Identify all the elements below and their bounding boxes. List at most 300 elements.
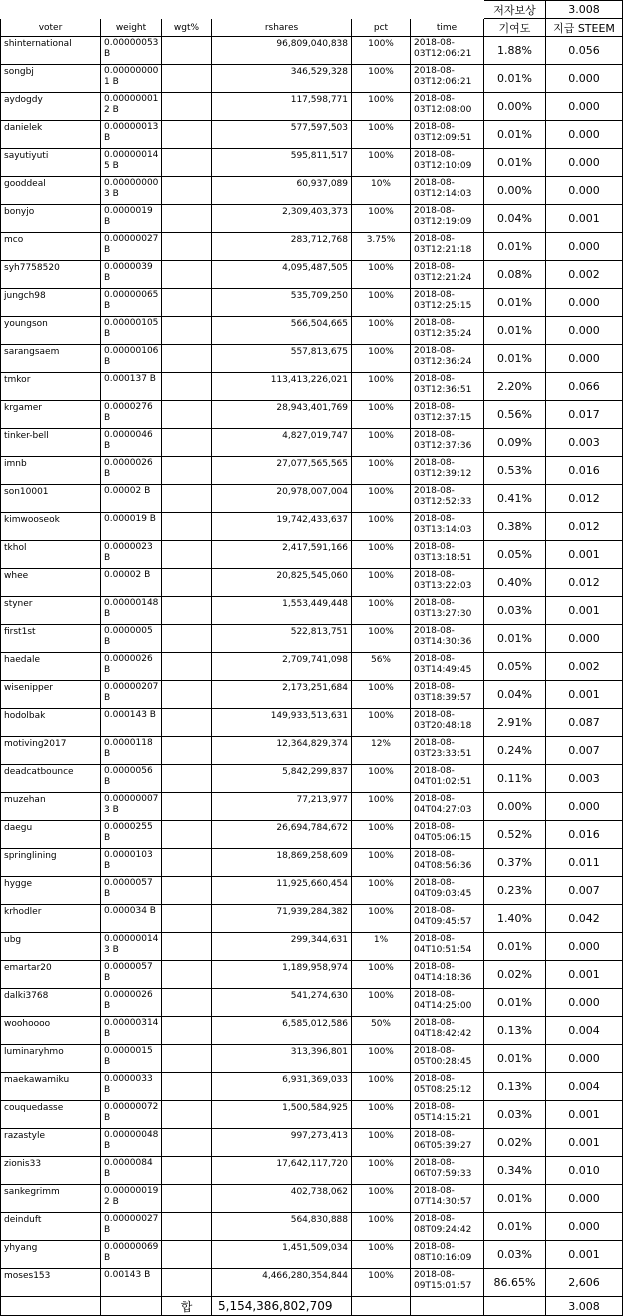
- contribution-cell: 0.40%: [484, 569, 546, 597]
- time-cell: 2018-08-08T10:16:09: [411, 1241, 484, 1269]
- table-row: [1, 1157, 623, 1185]
- wgt-pct-cell: [162, 121, 212, 149]
- rshares-cell: 6,931,369,033: [212, 1073, 352, 1101]
- rshares-cell: 18,869,258,609: [212, 849, 352, 877]
- table-row: [1, 877, 623, 905]
- voter-cell: whee: [1, 569, 101, 597]
- contribution-cell: 0.24%: [484, 737, 546, 765]
- sum-blank-cell: [484, 1297, 546, 1316]
- time-cell: 2018-08-04T09:03:45: [411, 877, 484, 905]
- pct-cell: 3.75%: [352, 233, 411, 261]
- steem-cell: 0.004: [546, 1017, 623, 1045]
- table-row: [1, 709, 623, 737]
- header-rshares: rshares: [212, 19, 352, 37]
- steem-cell: 2,606: [546, 1269, 623, 1297]
- sum-label: 합: [162, 1297, 212, 1316]
- pct-cell: 100%: [352, 93, 411, 121]
- wgt-pct-cell: [162, 1157, 212, 1185]
- wgt-pct-cell: [162, 373, 212, 401]
- wgt-pct-cell: [162, 989, 212, 1017]
- steem-cell: 0.000: [546, 121, 623, 149]
- pct-cell: 100%: [352, 205, 411, 233]
- wgt-pct-cell: [162, 65, 212, 93]
- steem-cell: 0.001: [546, 1101, 623, 1129]
- pct-cell: 56%: [352, 653, 411, 681]
- contribution-cell: 0.05%: [484, 541, 546, 569]
- steem-cell: 0.056: [546, 37, 623, 65]
- time-cell: 2018-08-03T13:22:03: [411, 569, 484, 597]
- pct-cell: 100%: [352, 905, 411, 933]
- pct-cell: 100%: [352, 1073, 411, 1101]
- wgt-pct-cell: [162, 401, 212, 429]
- rshares-cell: 299,344,631: [212, 933, 352, 961]
- wgt-pct-cell: [162, 961, 212, 989]
- table-row: [1, 345, 623, 373]
- time-cell: 2018-08-04T14:18:36: [411, 961, 484, 989]
- header-time: time: [411, 19, 484, 37]
- wgt-pct-cell: [162, 1185, 212, 1213]
- sum-blank-cell: [1, 1297, 101, 1316]
- weight-cell: 0.0000033 B: [101, 1073, 162, 1101]
- pct-cell: 12%: [352, 737, 411, 765]
- rshares-cell: 557,813,675: [212, 345, 352, 373]
- rshares-cell: 2,709,741,098: [212, 653, 352, 681]
- rshares-cell: 26,694,784,672: [212, 821, 352, 849]
- table-row: [1, 429, 623, 457]
- steem-cell: 0.000: [546, 1185, 623, 1213]
- table-row: [1, 485, 623, 513]
- table-row: [1, 205, 623, 233]
- header-contribution: 기여도: [484, 19, 546, 37]
- author-reward-label: 저자보상: [484, 1, 546, 19]
- contribution-cell: 0.05%: [484, 653, 546, 681]
- table-row: [1, 961, 623, 989]
- table-row: [1, 793, 623, 821]
- steem-cell: 0.066: [546, 373, 623, 401]
- steem-cell: 0.000: [546, 933, 623, 961]
- rshares-cell: 997,273,413: [212, 1129, 352, 1157]
- voter-cell: woohoooo: [1, 1017, 101, 1045]
- table-row: [1, 1213, 623, 1241]
- table-row: [1, 1185, 623, 1213]
- wgt-pct-cell: [162, 765, 212, 793]
- voter-cell: dalki3768: [1, 989, 101, 1017]
- wgt-pct-cell: [162, 513, 212, 541]
- voter-cell: son10001: [1, 485, 101, 513]
- table-row: [1, 37, 623, 65]
- rshares-cell: 535,709,250: [212, 289, 352, 317]
- pct-cell: 1%: [352, 933, 411, 961]
- weight-cell: 0.00143 B: [101, 1269, 162, 1297]
- time-cell: 2018-08-04T09:45:57: [411, 905, 484, 933]
- rshares-cell: 71,939,284,382: [212, 905, 352, 933]
- contribution-cell: 0.01%: [484, 989, 546, 1017]
- rshares-cell: 27,077,565,565: [212, 457, 352, 485]
- weight-cell: 0.0000015 B: [101, 1045, 162, 1073]
- voter-cell: danielek: [1, 121, 101, 149]
- steem-cell: 0.087: [546, 709, 623, 737]
- pct-cell: 100%: [352, 1213, 411, 1241]
- wgt-pct-cell: [162, 149, 212, 177]
- rshares-cell: 149,933,513,631: [212, 709, 352, 737]
- rshares-cell: 60,937,089: [212, 177, 352, 205]
- time-cell: 2018-08-03T12:37:36: [411, 429, 484, 457]
- rshares-cell: 402,738,062: [212, 1185, 352, 1213]
- pct-cell: 100%: [352, 1185, 411, 1213]
- pct-cell: 100%: [352, 877, 411, 905]
- pct-cell: 50%: [352, 1017, 411, 1045]
- rshares-cell: 577,597,503: [212, 121, 352, 149]
- steem-cell: 0.000: [546, 989, 623, 1017]
- contribution-cell: 0.02%: [484, 1129, 546, 1157]
- sum-blank-cell: [411, 1297, 484, 1316]
- time-cell: 2018-08-04T01:02:51: [411, 765, 484, 793]
- contribution-cell: 0.37%: [484, 849, 546, 877]
- weight-cell: 0.00000072 B: [101, 1101, 162, 1129]
- table-row: [1, 905, 623, 933]
- voter-cell: aydogdy: [1, 93, 101, 121]
- time-cell: 2018-08-03T12:14:03: [411, 177, 484, 205]
- voter-cell: muzehan: [1, 793, 101, 821]
- steem-cell: 0.000: [546, 345, 623, 373]
- pct-cell: 100%: [352, 541, 411, 569]
- pct-cell: 10%: [352, 177, 411, 205]
- table-row: [1, 821, 623, 849]
- contribution-cell: 2.91%: [484, 709, 546, 737]
- rshares-cell: 12,364,829,374: [212, 737, 352, 765]
- table-row: [1, 1017, 623, 1045]
- pct-cell: 100%: [352, 989, 411, 1017]
- time-cell: 2018-08-03T12:37:15: [411, 401, 484, 429]
- contribution-cell: 0.00%: [484, 93, 546, 121]
- steem-cell: 0.042: [546, 905, 623, 933]
- pct-cell: 100%: [352, 1241, 411, 1269]
- contribution-cell: 0.01%: [484, 289, 546, 317]
- rshares-cell: 283,712,768: [212, 233, 352, 261]
- pct-cell: 100%: [352, 597, 411, 625]
- voter-cell: emartar20: [1, 961, 101, 989]
- weight-cell: 0.000034 B: [101, 905, 162, 933]
- voter-cell: tinker-bell: [1, 429, 101, 457]
- contribution-cell: 0.01%: [484, 625, 546, 653]
- header-row: [1, 19, 623, 37]
- steem-cell: 0.000: [546, 233, 623, 261]
- pct-cell: 100%: [352, 65, 411, 93]
- weight-cell: 0.0000057 B: [101, 877, 162, 905]
- header-pct: pct: [352, 19, 411, 37]
- pct-cell: 100%: [352, 121, 411, 149]
- table-row: [1, 737, 623, 765]
- voter-cell: youngson: [1, 317, 101, 345]
- table-row: [1, 149, 623, 177]
- rshares-cell: 5,842,299,837: [212, 765, 352, 793]
- contribution-cell: 0.01%: [484, 1045, 546, 1073]
- weight-cell: 0.0000056 B: [101, 765, 162, 793]
- table-row: [1, 1101, 623, 1129]
- wgt-pct-cell: [162, 93, 212, 121]
- contribution-cell: 0.23%: [484, 877, 546, 905]
- time-cell: 2018-08-06T05:39:27: [411, 1129, 484, 1157]
- voter-cell: mco: [1, 233, 101, 261]
- voter-cell: gooddeal: [1, 177, 101, 205]
- time-cell: 2018-08-03T12:52:33: [411, 485, 484, 513]
- wgt-pct-cell: [162, 737, 212, 765]
- rshares-cell: 4,466,280,354,844: [212, 1269, 352, 1297]
- steem-cell: 0.016: [546, 457, 623, 485]
- wgt-pct-cell: [162, 1045, 212, 1073]
- steem-cell: 0.001: [546, 205, 623, 233]
- time-cell: 2018-08-04T04:27:03: [411, 793, 484, 821]
- summary-row: [1, 1, 623, 19]
- table-row: [1, 289, 623, 317]
- time-cell: 2018-08-03T13:27:30: [411, 597, 484, 625]
- pct-cell: 100%: [352, 681, 411, 709]
- table-row: [1, 1073, 623, 1101]
- steem-cell: 0.007: [546, 877, 623, 905]
- contribution-cell: 0.01%: [484, 121, 546, 149]
- rshares-cell: 522,813,751: [212, 625, 352, 653]
- time-cell: 2018-08-03T12:21:24: [411, 261, 484, 289]
- steem-cell: 0.003: [546, 765, 623, 793]
- voter-cell: styner: [1, 597, 101, 625]
- rshares-cell: 566,504,665: [212, 317, 352, 345]
- table-row: [1, 1045, 623, 1073]
- weight-cell: 0.00000053 B: [101, 37, 162, 65]
- steem-cell: 0.004: [546, 1073, 623, 1101]
- rshares-cell: 346,529,328: [212, 65, 352, 93]
- table-row: [1, 1269, 623, 1297]
- wgt-pct-cell: [162, 1129, 212, 1157]
- contribution-cell: 0.03%: [484, 1241, 546, 1269]
- pct-cell: 100%: [352, 569, 411, 597]
- time-cell: 2018-08-05T00:28:45: [411, 1045, 484, 1073]
- table-row: [1, 933, 623, 961]
- contribution-cell: 0.01%: [484, 233, 546, 261]
- steem-cell: 0.016: [546, 821, 623, 849]
- steem-cell: 0.017: [546, 401, 623, 429]
- contribution-cell: 0.34%: [484, 1157, 546, 1185]
- weight-cell: 0.0000046 B: [101, 429, 162, 457]
- weight-cell: 0.00000013 B: [101, 121, 162, 149]
- wgt-pct-cell: [162, 1213, 212, 1241]
- voter-cell: razastyle: [1, 1129, 101, 1157]
- wgt-pct-cell: [162, 1101, 212, 1129]
- wgt-pct-cell: [162, 1241, 212, 1269]
- total-steem: 3.008: [546, 1297, 623, 1316]
- pct-cell: 100%: [352, 1269, 411, 1297]
- rshares-cell: 77,213,977: [212, 793, 352, 821]
- weight-cell: 0.00000105 B: [101, 317, 162, 345]
- wgt-pct-cell: [162, 653, 212, 681]
- steem-cell: 0.000: [546, 793, 623, 821]
- voter-cell: luminaryhmo: [1, 1045, 101, 1073]
- rshares-cell: 1,553,449,448: [212, 597, 352, 625]
- contribution-cell: 0.01%: [484, 1213, 546, 1241]
- time-cell: 2018-08-07T14:30:57: [411, 1185, 484, 1213]
- wgt-pct-cell: [162, 177, 212, 205]
- weight-cell: 0.000143 B: [101, 709, 162, 737]
- voter-cell: deinduft: [1, 1213, 101, 1241]
- pct-cell: 100%: [352, 149, 411, 177]
- table-row: [1, 65, 623, 93]
- author-reward-value: 3.008: [546, 1, 623, 19]
- weight-cell: 0.0000019 B: [101, 205, 162, 233]
- time-cell: 2018-08-03T23:33:51: [411, 737, 484, 765]
- wgt-pct-cell: [162, 457, 212, 485]
- steem-cell: 0.003: [546, 429, 623, 457]
- steem-cell: 0.012: [546, 513, 623, 541]
- pct-cell: 100%: [352, 261, 411, 289]
- time-cell: 2018-08-03T12:36:51: [411, 373, 484, 401]
- steem-cell: 0.001: [546, 961, 623, 989]
- voter-cell: ubg: [1, 933, 101, 961]
- table-row: [1, 513, 623, 541]
- voter-cell: zionis33: [1, 1157, 101, 1185]
- wgt-pct-cell: [162, 541, 212, 569]
- weight-cell: 0.00000106 B: [101, 345, 162, 373]
- table-row: [1, 625, 623, 653]
- rshares-cell: 96,809,040,838: [212, 37, 352, 65]
- rshares-cell: 19,742,433,637: [212, 513, 352, 541]
- weight-cell: 0.0000103 B: [101, 849, 162, 877]
- pct-cell: 100%: [352, 1045, 411, 1073]
- voter-cell: motiving2017: [1, 737, 101, 765]
- voter-cell: krgamer: [1, 401, 101, 429]
- pct-cell: 100%: [352, 289, 411, 317]
- steem-cell: 0.002: [546, 653, 623, 681]
- contribution-cell: 0.11%: [484, 765, 546, 793]
- voter-cell: kimwooseok: [1, 513, 101, 541]
- wgt-pct-cell: [162, 681, 212, 709]
- pct-cell: 100%: [352, 1101, 411, 1129]
- table-row: [1, 849, 623, 877]
- voter-cell: haedale: [1, 653, 101, 681]
- pct-cell: 100%: [352, 961, 411, 989]
- pct-cell: 100%: [352, 485, 411, 513]
- wgt-pct-cell: [162, 933, 212, 961]
- steem-cell: 0.002: [546, 261, 623, 289]
- table-row: [1, 1241, 623, 1269]
- pct-cell: 100%: [352, 765, 411, 793]
- weight-cell: 0.00000148 B: [101, 597, 162, 625]
- rshares-cell: 11,925,660,454: [212, 877, 352, 905]
- voter-cell: daegu: [1, 821, 101, 849]
- rshares-cell: 2,173,251,684: [212, 681, 352, 709]
- header-voter: voter: [1, 19, 101, 37]
- table-row: [1, 373, 623, 401]
- contribution-cell: 86.65%: [484, 1269, 546, 1297]
- voter-cell: moses153: [1, 1269, 101, 1297]
- rshares-cell: 1,189,958,974: [212, 961, 352, 989]
- voter-cell: syh7758520: [1, 261, 101, 289]
- table-row: [1, 653, 623, 681]
- wgt-pct-cell: [162, 709, 212, 737]
- table-row: [1, 541, 623, 569]
- weight-cell: 0.0000026 B: [101, 653, 162, 681]
- header-weight: weight: [101, 19, 162, 37]
- voter-cell: springlining: [1, 849, 101, 877]
- voter-cell: jungch98: [1, 289, 101, 317]
- steem-cell: 0.001: [546, 1241, 623, 1269]
- time-cell: 2018-08-04T08:56:36: [411, 849, 484, 877]
- rshares-cell: 20,978,007,004: [212, 485, 352, 513]
- voter-cell: hygge: [1, 877, 101, 905]
- table-row: [1, 261, 623, 289]
- wgt-pct-cell: [162, 289, 212, 317]
- time-cell: 2018-08-04T18:42:42: [411, 1017, 484, 1045]
- weight-cell: 0.00000069 B: [101, 1241, 162, 1269]
- contribution-cell: 0.38%: [484, 513, 546, 541]
- weight-cell: 0.00000207 B: [101, 681, 162, 709]
- voter-cell: wisenipper: [1, 681, 101, 709]
- wgt-pct-cell: [162, 793, 212, 821]
- rshares-cell: 6,585,012,586: [212, 1017, 352, 1045]
- contribution-cell: 1.88%: [484, 37, 546, 65]
- weight-cell: 0.0000023 B: [101, 541, 162, 569]
- voter-cell: deadcatbounce: [1, 765, 101, 793]
- voter-cell: krhodler: [1, 905, 101, 933]
- wgt-pct-cell: [162, 485, 212, 513]
- table-row: [1, 681, 623, 709]
- time-cell: 2018-08-03T12:25:15: [411, 289, 484, 317]
- time-cell: 2018-08-03T14:49:45: [411, 653, 484, 681]
- weight-cell: 0.000000145 B: [101, 149, 162, 177]
- contribution-cell: 1.40%: [484, 905, 546, 933]
- weight-cell: 0.00000048 B: [101, 1129, 162, 1157]
- time-cell: 2018-08-03T20:48:18: [411, 709, 484, 737]
- voter-cell: sayutiyuti: [1, 149, 101, 177]
- steem-cell: 0.012: [546, 485, 623, 513]
- contribution-cell: 0.52%: [484, 821, 546, 849]
- weight-cell: 0.000000143 B: [101, 933, 162, 961]
- steem-cell: 0.010: [546, 1157, 623, 1185]
- weight-cell: 0.00000027 B: [101, 233, 162, 261]
- contribution-cell: 0.03%: [484, 1101, 546, 1129]
- weight-cell: 0.000019 B: [101, 513, 162, 541]
- voter-cell: songbj: [1, 65, 101, 93]
- sum-row: [1, 1297, 623, 1316]
- wgt-pct-cell: [162, 597, 212, 625]
- rshares-cell: 4,095,487,505: [212, 261, 352, 289]
- rshares-cell: 20,825,545,060: [212, 569, 352, 597]
- pct-cell: 100%: [352, 345, 411, 373]
- contribution-cell: 0.09%: [484, 429, 546, 457]
- voter-cell: sankegrimm: [1, 1185, 101, 1213]
- contribution-cell: 0.01%: [484, 345, 546, 373]
- steem-cell: 0.000: [546, 625, 623, 653]
- weight-cell: 0.0000005 B: [101, 625, 162, 653]
- weight-cell: 0.000000012 B: [101, 93, 162, 121]
- pct-cell: 100%: [352, 513, 411, 541]
- pct-cell: 100%: [352, 317, 411, 345]
- pct-cell: 100%: [352, 373, 411, 401]
- contribution-cell: 0.56%: [484, 401, 546, 429]
- rshares-cell: 28,943,401,769: [212, 401, 352, 429]
- voter-cell: imnb: [1, 457, 101, 485]
- rshares-cell: 2,309,403,373: [212, 205, 352, 233]
- time-cell: 2018-08-04T14:25:00: [411, 989, 484, 1017]
- contribution-cell: 0.01%: [484, 149, 546, 177]
- time-cell: 2018-08-03T12:39:12: [411, 457, 484, 485]
- pct-cell: 100%: [352, 429, 411, 457]
- pct-cell: 100%: [352, 37, 411, 65]
- table-row: [1, 569, 623, 597]
- time-cell: 2018-08-03T18:39:57: [411, 681, 484, 709]
- sum-blank-cell: [101, 1297, 162, 1316]
- voter-cell: shinternational: [1, 37, 101, 65]
- header-payout-steem: 지급 STEEM: [546, 19, 623, 37]
- table-row: [1, 1129, 623, 1157]
